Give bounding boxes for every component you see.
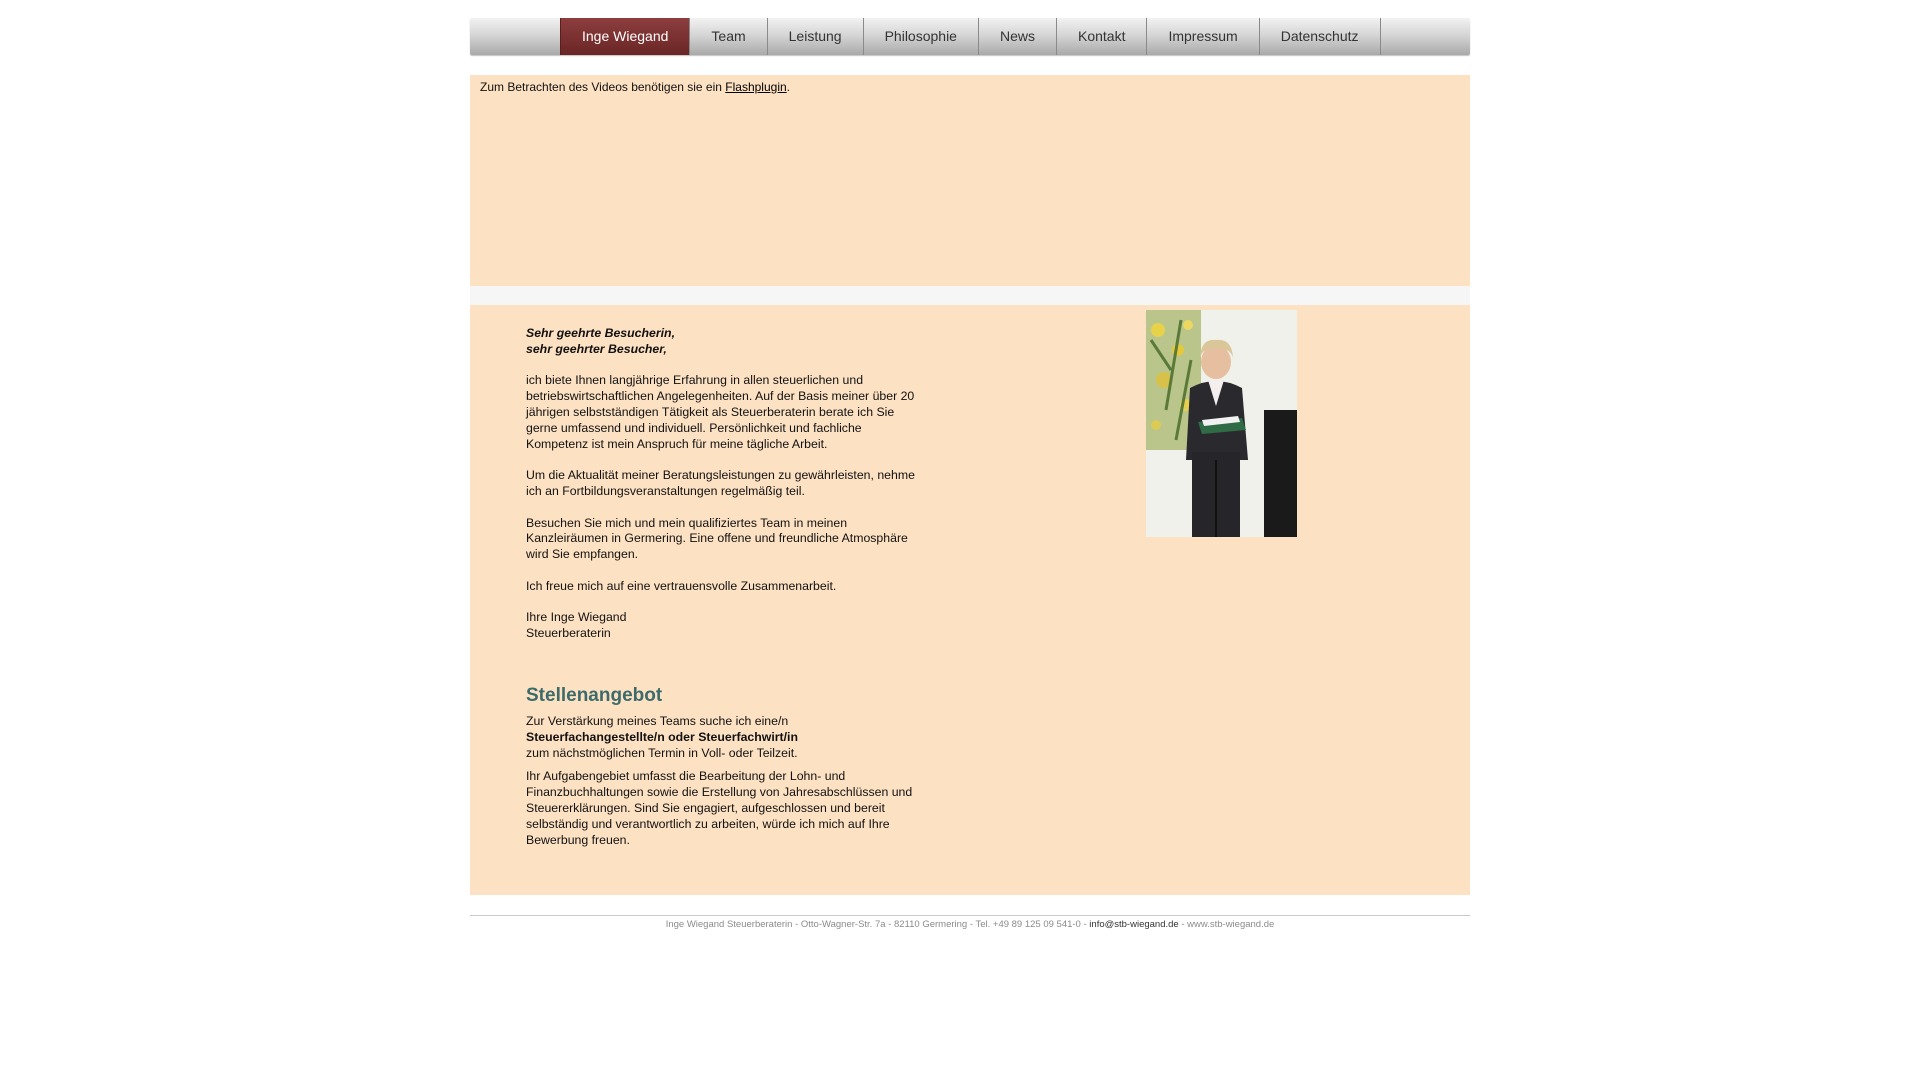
job-position: Steuerfachangestellte/n oder Steuerfachwirt/in bbox=[526, 729, 798, 744]
flashplugin-link[interactable]: Flashplugin bbox=[725, 80, 787, 94]
signature-name: Ihre Inge Wiegand bbox=[526, 610, 627, 625]
welcome-text bbox=[526, 326, 926, 864]
flash-notice-end: . bbox=[786, 80, 790, 94]
job-description: Ihr Aufgabengebiet umfasst die Bearbeitung der Lohn- und Finanzbuchhaltungen sowie die Erstellung von Jahresabschlüssen und Steuererklärungen. Sind Sie engagiert, aufgeschlossen und bereit selbständig und verantwortlich zu arbeiten, würde ich mich auf Ihre Bewerbung freuen. bbox=[526, 769, 913, 847]
footer-divider bbox=[470, 915, 1470, 916]
main-navigation bbox=[560, 18, 1381, 55]
nav-item-philosophie[interactable]: Philosophie bbox=[863, 18, 978, 55]
section-divider bbox=[470, 286, 1470, 305]
nav-item-leistung[interactable]: Leistung bbox=[767, 18, 863, 55]
job-offer-heading: Stellenangebot bbox=[526, 684, 663, 706]
signature-title: Steuerberaterin bbox=[526, 626, 611, 641]
video-placeholder bbox=[470, 75, 1470, 286]
nav-item-kontakt[interactable]: Kontakt bbox=[1056, 18, 1146, 55]
signature bbox=[526, 610, 926, 642]
main-content bbox=[470, 305, 1470, 895]
greeting bbox=[526, 326, 926, 358]
portrait-illustration bbox=[1146, 310, 1297, 537]
portrait-photo bbox=[1146, 310, 1297, 537]
intro-paragraph: ich biete Ihnen langjährige Erfahrung in allen steuerlichen und betriebswirtschaftlichen Angelegenheiten. Auf der Basis meiner über 20 jährigen selbstständigen Tätigkeit als Steuerberaterin berate ich Sie gerne umfassend und individuell. Persönlichkeit und fachliche Kompetenz ist mein Anspruch für meine tägliche Arbeit. bbox=[526, 373, 915, 451]
closing-paragraph: Ich freue mich auf eine vertrauensvolle Zusammenarbeit. bbox=[526, 578, 837, 593]
training-paragraph: Um die Aktualität meiner Beratungsleistungen zu gewährleisten, nehme ich an Fortbildungsveranstaltungen regelmäßig teil. bbox=[526, 468, 915, 498]
job-offer-intro bbox=[526, 714, 926, 761]
footer-email-link[interactable]: info@stb-wiegand.de bbox=[1089, 919, 1179, 930]
job-line-3: zum nächstmöglichen Termin in Voll- oder Teilzeit. bbox=[526, 745, 798, 760]
footer bbox=[470, 919, 1470, 930]
footer-address: Inge Wiegand Steuerberaterin - Otto-Wagner-Str. 7a - 82110 Germering - Tel. +49 89 125 09 541-0 - bbox=[665, 919, 1090, 930]
flash-notice-text: Zum Betrachten des Videos benötigen sie ein bbox=[480, 80, 726, 94]
nav-item-news[interactable]: News bbox=[978, 18, 1056, 55]
greeting-line-1: Sehr geehrte Besucherin, bbox=[526, 326, 675, 340]
job-line-1: Zur Verstärkung meines Teams suche ich eine/n bbox=[526, 713, 789, 728]
nav-item-impressum[interactable]: Impressum bbox=[1146, 18, 1258, 55]
nav-item-datenschutz[interactable]: Datenschutz bbox=[1259, 18, 1381, 55]
top-navigation-bar bbox=[470, 18, 1470, 55]
nav-item-inge-wiegand[interactable]: Inge Wiegand bbox=[560, 18, 689, 55]
footer-website-link[interactable]: www.stb-wiegand.de bbox=[1187, 919, 1275, 930]
nav-item-team[interactable]: Team bbox=[689, 18, 766, 55]
visit-paragraph: Besuchen Sie mich und mein qualifiziertes Team in meinen Kanzleiräumen in Germering. Eine offene und freundliche Atmosphäre wird Sie empfangen. bbox=[526, 515, 908, 562]
footer-separator: - bbox=[1178, 919, 1188, 930]
greeting-line-2: sehr geehrter Besucher, bbox=[526, 341, 667, 356]
flash-notice bbox=[480, 80, 790, 94]
